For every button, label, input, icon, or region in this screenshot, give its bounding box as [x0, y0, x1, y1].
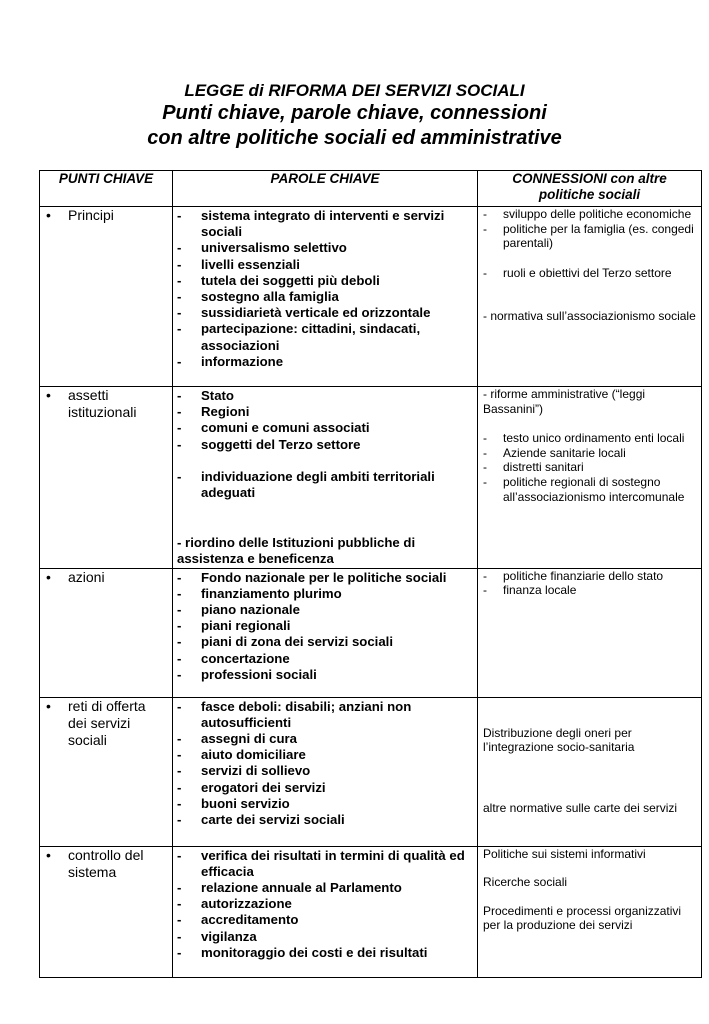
keywords-cell	[173, 387, 478, 569]
connections-cell	[478, 207, 702, 387]
keyword-item: - aiuto domiciliare	[177, 747, 306, 763]
title-line-3: con altre politiche sociali ed amministrative	[147, 127, 562, 149]
header-parole-chiave: PAROLE CHIAVE	[173, 171, 478, 207]
key-point-label-cont: sociali	[68, 731, 107, 748]
connection-intro: - riforme amministrative (“leggi Bassanini”)	[483, 387, 646, 416]
key-point-label: assetti	[68, 387, 109, 403]
keyword-item: - livelli essenziali	[177, 256, 300, 272]
keyword-item: - Stato	[177, 388, 234, 403]
keyword-item: - fasce deboli: disabili; anziani non autosufficienti	[177, 698, 412, 730]
connection-item: - sviluppo delle politiche economiche	[483, 207, 692, 221]
keyword-item: - autorizzazione	[177, 896, 292, 912]
keywords-cell	[173, 846, 478, 977]
keyword-item: - sistema integrato di interventi e servizi sociali	[177, 208, 445, 240]
key-point-label: azioni	[68, 568, 105, 585]
keyword-item: - concertazione	[177, 650, 290, 666]
connections-cell	[478, 846, 702, 977]
keyword-item: - individuazione degli ambiti territoriali adeguati	[177, 468, 435, 501]
keyword-item: - accreditamento	[177, 912, 299, 928]
keyword-item: - soggetti del Terzo settore	[177, 436, 361, 452]
keyword-item: - servizi di sollievo	[177, 763, 311, 779]
keyword-item: - professioni sociali	[177, 666, 317, 682]
keyword-item: - assegni di cura	[177, 731, 298, 747]
key-point-label-cont: dei servizi	[68, 714, 131, 731]
bullet-icon: •	[46, 697, 51, 714]
keyword-item: - erogatori dei servizi	[177, 779, 326, 795]
bullet-icon: •	[46, 846, 51, 863]
bullet-icon: •	[46, 387, 51, 403]
connection-item: - distretti sanitari	[483, 460, 584, 475]
table-header-row	[40, 171, 702, 207]
connections-cell	[478, 387, 702, 569]
keyword-item: - carte dei servizi sociali	[177, 812, 345, 828]
keyword-item: - tutela dei soggetti più deboli	[177, 272, 380, 288]
key-point-label-cont: istituzionali	[68, 404, 137, 420]
keyword-item: - Fondo nazionale per le politiche sociali	[177, 569, 447, 585]
connection-text: altre normative sulle carte dei servizi	[483, 800, 678, 815]
key-point-cell	[40, 387, 173, 569]
connection-text: Politiche sui sistemi informativi	[483, 846, 646, 861]
keyword-note: - riordino delle Istituzioni pubbliche di assistenza e beneficenza	[177, 535, 416, 567]
keyword-item: - piani di zona dei servizi sociali	[177, 634, 394, 650]
key-point-label: Principi	[68, 207, 114, 223]
keyword-item: - vigilanza	[177, 928, 257, 944]
key-points-table	[39, 170, 702, 978]
keyword-item: - piani regionali	[177, 618, 291, 634]
keyword-item: - finanziamento plurimo	[177, 585, 342, 601]
bullet-icon: •	[46, 207, 51, 223]
table-row-reti-di-offerta	[40, 697, 702, 846]
keyword-item: - sussidiarietà verticale ed orizzontale	[177, 305, 431, 321]
key-point-cell	[40, 568, 173, 697]
header-connessioni	[478, 171, 702, 207]
connection-item: - testo unico ordinamento enti locali	[483, 431, 685, 446]
key-point-cell	[40, 846, 173, 977]
keywords-cell	[173, 568, 478, 697]
keyword-item: - verifica dei risultati in termini di qualità ed efficacia	[177, 847, 465, 879]
connection-item: - politiche finanziarie dello stato	[483, 568, 664, 583]
header-connessioni-line1: CONNESSIONI con altre	[512, 171, 667, 186]
connection-item: - politiche regionali di sostegno all’associazionismo intercomunale	[483, 474, 685, 504]
key-point-label: controllo del	[68, 846, 144, 863]
keyword-item: - informazione	[177, 353, 284, 369]
header-connessioni-line2: politiche sociali	[538, 187, 641, 202]
keyword-item: - piano nazionale	[177, 602, 300, 618]
keywords-cell	[173, 697, 478, 846]
key-point-label-cont: sistema	[68, 863, 117, 880]
table-row-assetti-istituzionali	[40, 387, 702, 569]
table-row-controllo-del-sistema	[40, 846, 702, 977]
keyword-item: - Regioni	[177, 404, 250, 420]
title-line-2: Punti chiave, parole chiave, connessioni	[162, 102, 547, 124]
table-row-principi	[40, 207, 702, 387]
key-point-cell	[40, 207, 173, 387]
keyword-item: - buoni servizio	[177, 795, 290, 811]
connection-text: Procedimenti e processi organizzativi per la produzione dei servizi	[483, 903, 682, 933]
key-point-cell	[40, 697, 173, 846]
connection-item: - finanza locale	[483, 583, 577, 598]
keywords-cell	[173, 207, 478, 387]
connection-item: - politiche per la famiglia (es. congedi parentali)	[483, 221, 694, 251]
bullet-icon: •	[46, 568, 51, 585]
keyword-item: - relazione annuale al Parlamento	[177, 880, 402, 896]
connection-text: Distribuzione degli oneri per l’integrazione socio-sanitaria	[483, 725, 635, 755]
connections-cell	[478, 568, 702, 697]
keyword-item: - monitoraggio dei costi e dei risultati	[177, 944, 428, 960]
connection-note: - normativa sull’associazionismo sociale	[483, 309, 696, 324]
keyword-item: - comuni e comuni associati	[177, 420, 370, 436]
table-row-azioni	[40, 568, 702, 697]
connection-item: - ruoli e obiettivi del Terzo settore	[483, 265, 672, 280]
header-punti-chiave: PUNTI CHIAVE	[40, 171, 173, 207]
key-point-label: reti di offerta	[68, 697, 146, 714]
keyword-item: - universalismo selettivo	[177, 240, 347, 256]
keyword-item: - sostegno alla famiglia	[177, 289, 339, 305]
keyword-item: - partecipazione: cittadini, sindacati, associazioni	[177, 321, 421, 353]
title-line-1: LEGGE di RIFORMA DEI SERVIZI SOCIALI	[184, 81, 525, 100]
connections-cell	[478, 697, 702, 846]
document-title	[0, 80, 709, 151]
connection-item: - Aziende sanitarie locali	[483, 445, 626, 460]
connection-text: Ricerche sociali	[483, 875, 568, 890]
